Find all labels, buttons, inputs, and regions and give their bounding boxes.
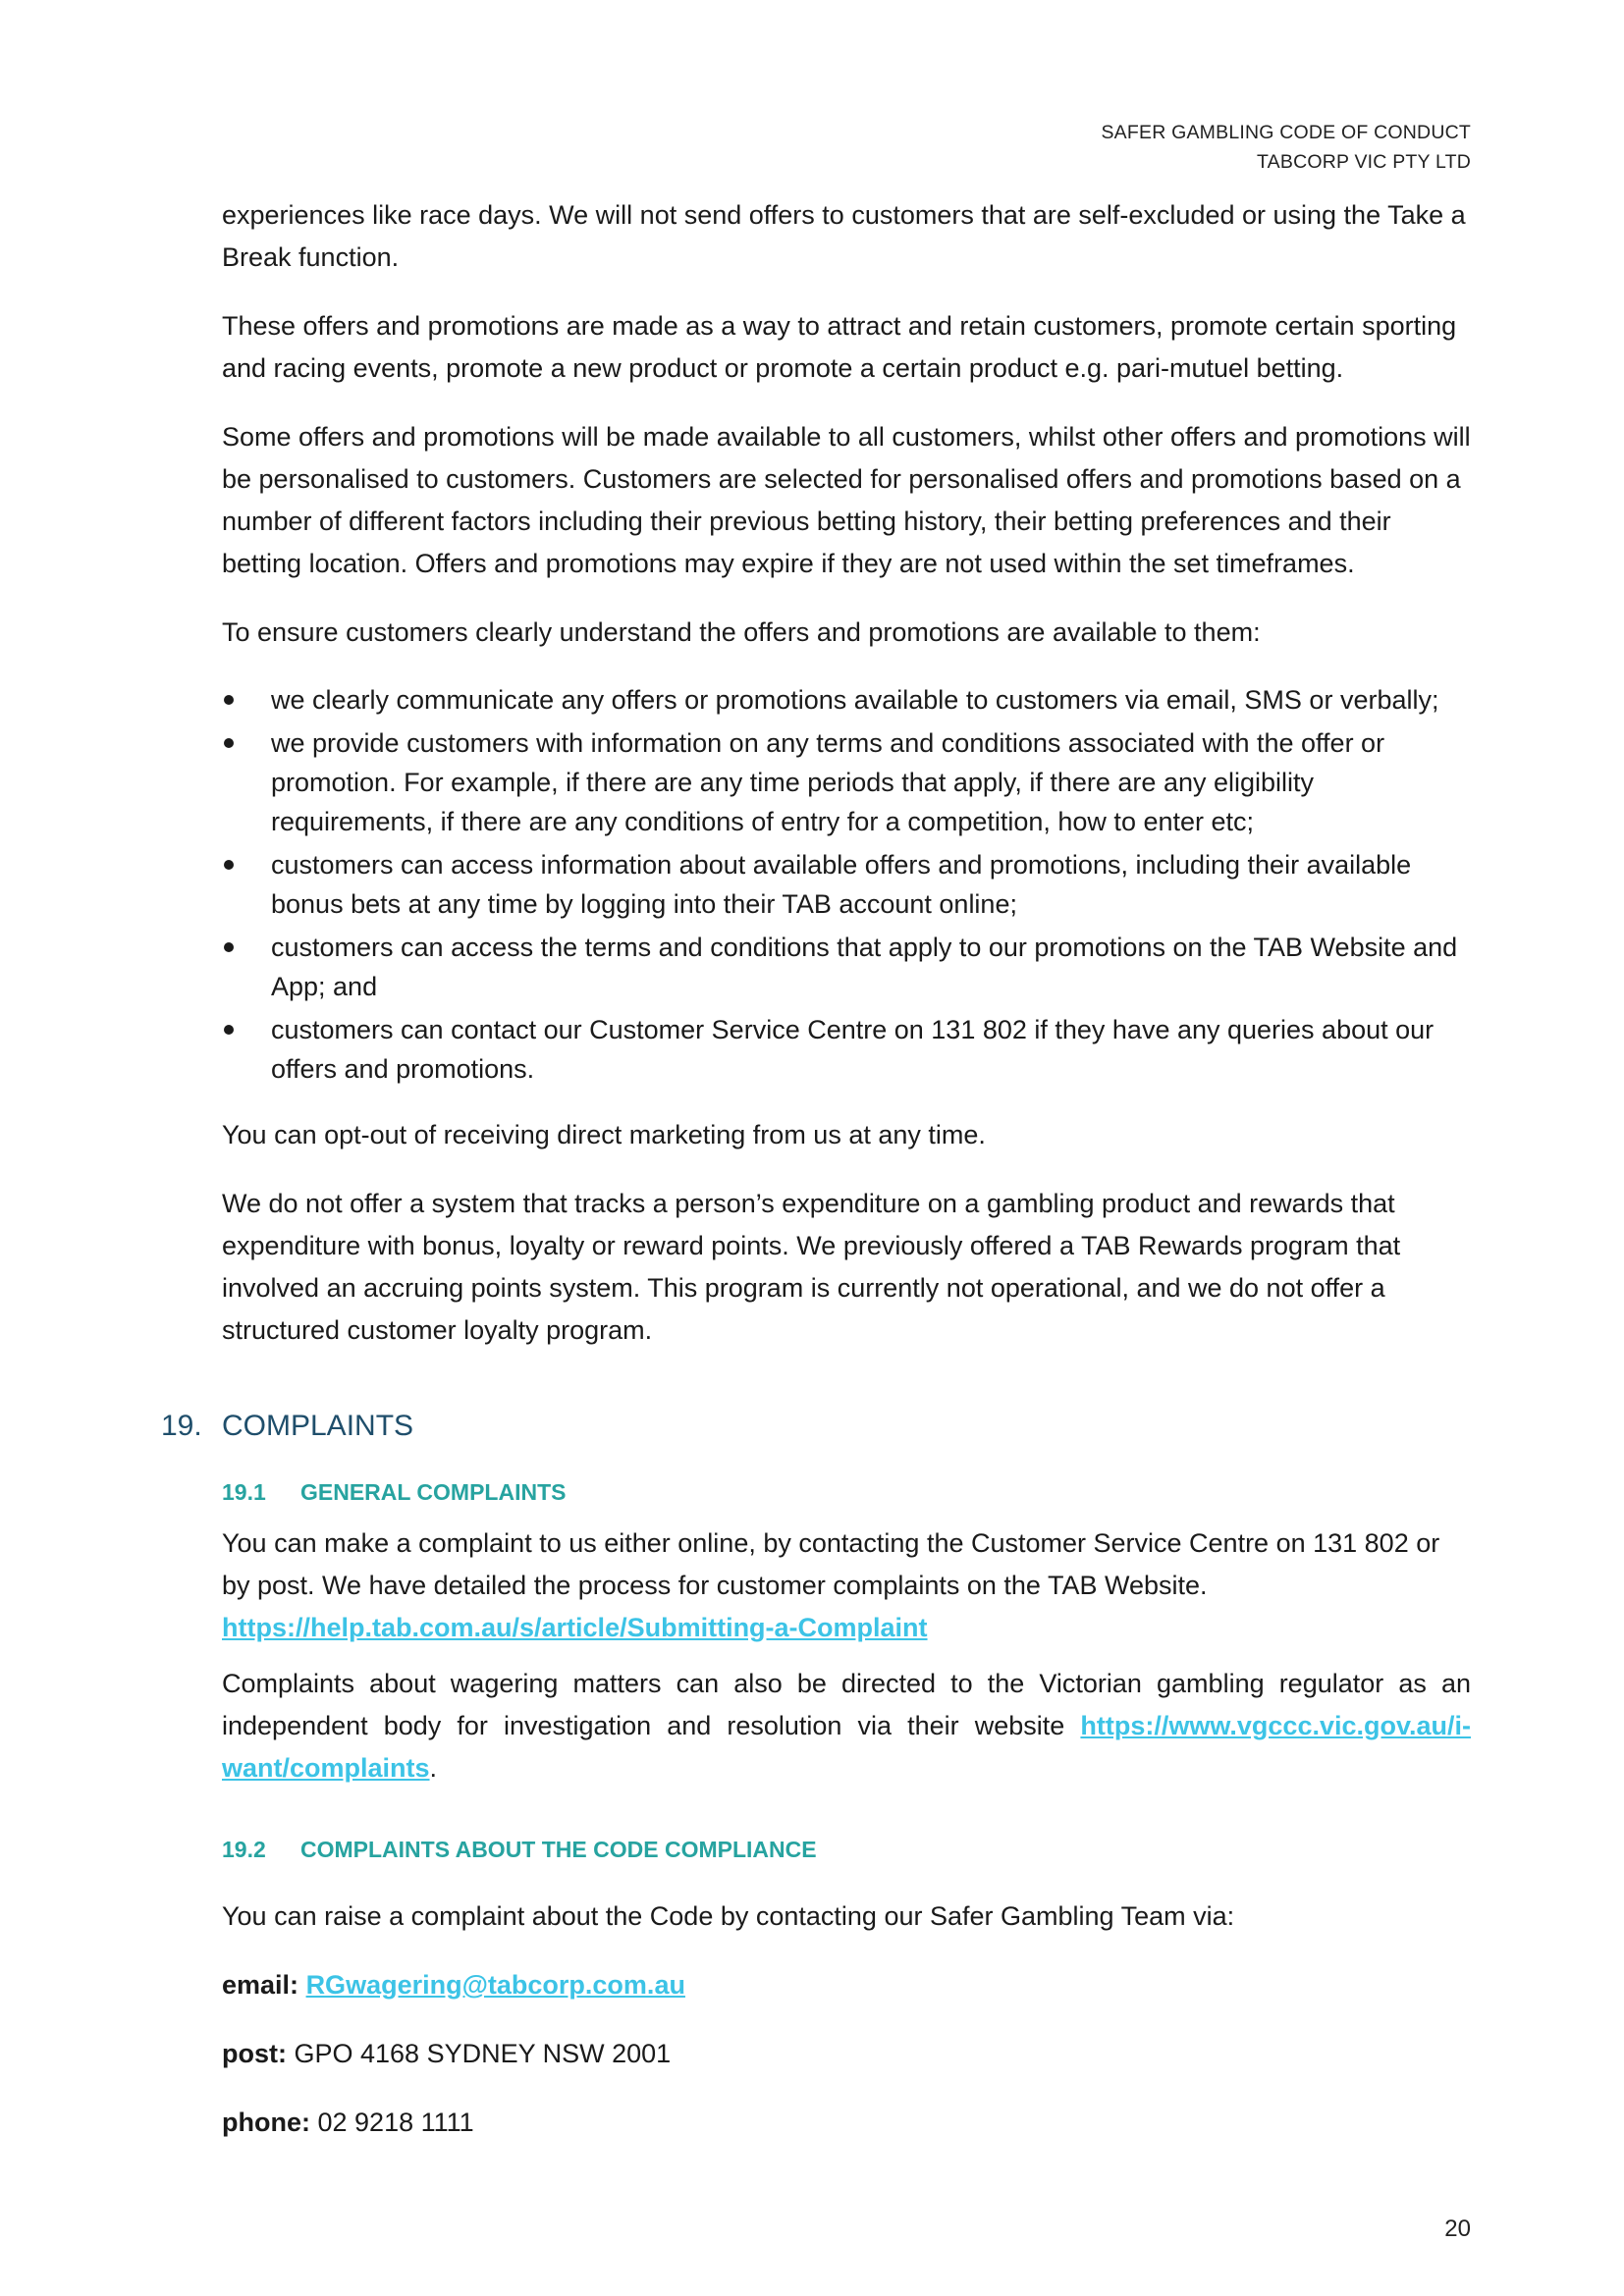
regulator-text-end: . <box>429 1753 438 1783</box>
contact-post <box>222 2033 1471 2075</box>
header-company: TABCORP VIC PTY LTD <box>1257 151 1471 173</box>
bullet-icon <box>224 1025 234 1035</box>
list-item-text: customers can access the terms and conditions that apply to our promotions on the TAB Website and App; and <box>271 933 1458 1001</box>
list-item <box>222 723 1471 841</box>
paragraph: These offers and promotions are made as a way to attract and retain customers, promote certain sporting and racing events, promote a new product or promote a certain product e.g. pari-mutuel betting. <box>222 311 1457 383</box>
section-title: COMPLAINTS <box>222 1410 414 1442</box>
contact-intro: You can raise a complaint about the Code by contacting our Safer Gambling Team via: <box>222 1901 1235 1931</box>
contact-phone <box>222 2102 1471 2144</box>
list-item-text: customers can contact our Customer Service Centre on 131 802 if they have any queries about our offers and promotions. <box>271 1015 1435 1084</box>
page-number: 20 <box>1444 2216 1471 2242</box>
complaint-link[interactable]: https://help.tab.com.au/s/article/Submitting-a-Complaint <box>222 1613 928 1642</box>
subsection-number: 19.1 <box>222 1479 266 1505</box>
email-link[interactable]: RGwagering@tabcorp.com.au <box>305 1970 685 2000</box>
subsection-title: GENERAL COMPLAINTS <box>300 1479 567 1505</box>
bullet-icon <box>224 738 234 748</box>
bullet-list <box>222 680 1471 1089</box>
list-item-text: customers can access information about available offers and promotions, including their available bonus bets at any time by logging into their TAB account online; <box>271 850 1412 919</box>
list-item <box>222 1010 1471 1089</box>
phone-value: 02 9218 1111 <box>317 2108 474 2137</box>
list-item <box>222 680 1471 720</box>
paragraph: Some offers and promotions will be made available to all customers, whilst other offers and promotions will be personalised to customers. Customers are selected for personalised offers and promotions based on a number of different factors including their previous betting history, their betting preferences and their betting location. Offers and promotions may expire if they are not used within the set timeframes. <box>222 422 1471 578</box>
list-item <box>222 928 1471 1006</box>
section-heading <box>161 1407 1471 1446</box>
regulator-link[interactable]: https://www.vgccc.vic.gov.au/i-want/complaints <box>222 1711 1471 1783</box>
bullet-icon <box>224 942 234 952</box>
paragraph <box>222 1663 1471 1789</box>
bullet-icon <box>224 695 234 705</box>
phone-label: phone: <box>222 2108 310 2137</box>
paragraph: experiences like race days. We will not send offers to customers that are self-excluded or using the Take a Break function. <box>222 200 1466 272</box>
paragraph <box>222 1522 1471 1649</box>
subsection-number: 19.2 <box>222 1837 266 1862</box>
page-header <box>1101 118 1471 177</box>
subsection-heading <box>222 1475 1471 1509</box>
post-label: post: <box>222 2039 287 2068</box>
post-value: GPO 4168 SYDNEY NSW 2001 <box>294 2039 672 2068</box>
document-body <box>161 194 1471 2170</box>
paragraph: To ensure customers clearly understand the offers and promotions are available to them: <box>222 617 1261 647</box>
list-item-text: we clearly communicate any offers or promotions available to customers via email, SMS or verbally; <box>271 685 1439 715</box>
header-title: SAFER GAMBLING CODE OF CONDUCT <box>1101 122 1471 143</box>
paragraph: We do not offer a system that tracks a person’s expenditure on a gambling product and rewards that expenditure with bonus, loyalty or reward points. We previously offered a TAB Rewards program that involved an accruing points system. This program is currently not operational, and we do not offer a structured customer loyalty program. <box>222 1189 1401 1345</box>
list-item-text: we provide customers with information on any terms and conditions associated with the offer or promotion. For example, if there are any time periods that apply, if there are any eligibility requirements, if there are any conditions of entry for a competition, how to enter etc; <box>271 728 1385 836</box>
subsection-heading <box>222 1833 1471 1866</box>
regulator-text: Complaints about wagering matters can also be directed to the Victorian gambling regulator as an independent body for investigation and resolution via their website <box>222 1669 1471 1740</box>
subsection-title: COMPLAINTS ABOUT THE CODE COMPLIANCE <box>300 1837 817 1862</box>
section-number: 19. <box>161 1410 202 1442</box>
contact-email <box>222 1964 1471 2006</box>
email-label: email: <box>222 1970 299 2000</box>
bullet-icon <box>224 860 234 870</box>
list-item <box>222 845 1471 924</box>
paragraph: You can opt-out of receiving direct marketing from us at any time. <box>222 1120 986 1149</box>
complaint-text: You can make a complaint to us either online, by contacting the Customer Service Centre on 131 802 or by post. We have detailed the process for customer complaints on the TAB Website. <box>222 1528 1440 1600</box>
